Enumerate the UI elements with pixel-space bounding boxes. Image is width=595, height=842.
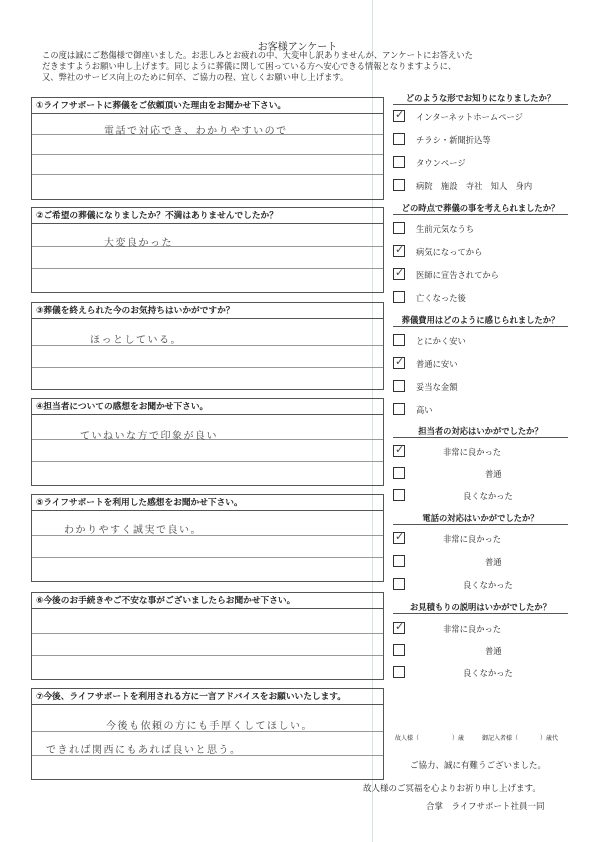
section-heading: 葬儀費用はどのように感じられましたか？ (401, 315, 560, 325)
option-label: 亡くなった後 (416, 293, 466, 303)
handwritten-answer[interactable]: ていねいな方で印象が良い (80, 431, 218, 442)
handwritten-answer[interactable]: ほっとしている。 (90, 335, 182, 346)
question-box-4 (31, 398, 384, 486)
option-label: 普通に安い (416, 359, 458, 369)
option-label: 非常に良かった (443, 534, 502, 544)
question-label: ④担当者についての感想をお聞かせ下さい。 (32, 399, 383, 415)
check-mark-icon: ✓ (395, 243, 405, 256)
question-label: ⑤ライフサポートを利用した感想をお聞かせ下さい。 (32, 495, 383, 511)
intro-line: この度は誠にご愁傷様で御座いました。お悲しみとお疲れの中、大変申し訳ありませんが、アンケートにお答えいた (42, 50, 473, 60)
checkbox[interactable] (393, 179, 405, 191)
handwritten-answer[interactable]: 今後も依頼の方にも手厚くしてほしい。 (106, 721, 313, 732)
checkbox[interactable] (393, 334, 405, 346)
option-label: 非常に良かった (443, 447, 502, 457)
checkbox[interactable] (393, 133, 405, 145)
checkbox[interactable] (393, 156, 405, 168)
check-mark-icon: ✓ (395, 266, 405, 279)
question-label: ③葬儀を終えられた今のお気持ちはいかがですか？ (32, 303, 383, 319)
option-label: 医師に宣告されてから (416, 270, 499, 280)
option-label: 妥当な金額 (416, 382, 458, 392)
checkbox[interactable] (393, 380, 405, 392)
section-heading: 担当者の対応はいかがでしたか？ (418, 426, 543, 436)
sign-text: 合掌 ライフサポート社員一同 (426, 802, 545, 812)
handwritten-answer[interactable]: 電話で対応でき、わかりやすいので (104, 126, 288, 137)
check-mark-icon: ✓ (395, 620, 405, 633)
checkbox[interactable] (393, 403, 405, 415)
checkbox[interactable] (393, 666, 405, 678)
option-label: 良くなかった (463, 491, 513, 501)
question-label: ⑥今後のお手続きやご不安な事がございましたらお聞かせ下さい。 (32, 593, 383, 609)
question-box-6 (31, 592, 384, 680)
checkbox[interactable] (393, 245, 405, 257)
writer-age-unit: ）歳代 (540, 735, 559, 742)
option-label: 普通 (485, 557, 502, 567)
page-title: お客様アンケート (257, 42, 338, 53)
option-label: タウンページ (416, 158, 466, 168)
question-box-7 (31, 688, 384, 780)
section-heading: どのような形でお知りになりましたか？ (405, 93, 556, 103)
deceased-age-label: 故人様（ (395, 735, 420, 742)
question-box-2 (31, 207, 384, 293)
checkbox[interactable] (393, 622, 405, 634)
question-label: ①ライフサポートに葬儀をご依頼頂いた理由をお聞かせ下さい。 (32, 98, 383, 114)
intro-line: 又、弊社のサービス向上のために何卒、ご協力の程、宜しくお願い申し上げます。 (42, 72, 349, 83)
checkbox[interactable] (393, 555, 405, 567)
section-heading: 電話の対応はいかがでしたか？ (422, 513, 539, 523)
option-label: 高い (416, 405, 433, 415)
check-mark-icon: ✓ (395, 355, 405, 368)
option-label: 普通 (485, 646, 502, 656)
checkbox[interactable] (393, 489, 405, 501)
intro-line: だきますようお願い申し上げます。同じように葬儀に関して困っている方へ安心できる情報となりますように、 (42, 61, 457, 72)
prayer-text: 故人様のご冥福を心よりお祈り申し上げます。 (363, 784, 541, 794)
question-box-3 (31, 302, 384, 390)
checkbox[interactable] (393, 110, 405, 122)
thanks-text: ご協力、誠に有難うございました。 (410, 761, 547, 771)
handwritten-answer[interactable]: わかりやすく誠実で良い。 (64, 525, 202, 536)
checkbox[interactable] (393, 222, 405, 234)
option-label: 病気になってから (416, 247, 483, 257)
question-box-1 (31, 97, 384, 200)
section-heading: どの時点で葬儀の事を考えられましたか？ (401, 203, 560, 213)
check-mark-icon: ✓ (395, 108, 405, 121)
check-mark-icon: ✓ (395, 443, 405, 456)
checkbox[interactable] (393, 291, 405, 303)
option-label: 非常に良かった (443, 624, 502, 634)
checkbox[interactable] (393, 445, 405, 457)
option-label: 生前元気なうち (416, 224, 475, 234)
option-label: 普通 (485, 469, 502, 479)
handwritten-answer[interactable]: 大変良かった (104, 238, 173, 249)
checkbox[interactable] (393, 532, 405, 544)
option-label: とにかく安い (416, 336, 466, 346)
checkbox[interactable] (393, 578, 405, 590)
option-label: チラシ・新聞折込等 (416, 135, 491, 145)
section-heading: お見積もりの説明はいかがでしたか？ (409, 602, 552, 612)
option-label: 良くなかった (463, 668, 513, 678)
writer-age-label: 御記入者様（ (482, 735, 519, 742)
checkbox[interactable] (393, 467, 405, 479)
intro-text (42, 50, 562, 84)
checkbox[interactable] (393, 644, 405, 656)
checkbox[interactable] (393, 268, 405, 280)
handwritten-answer[interactable]: できれば関西にもあれば良いと思う。 (46, 745, 242, 756)
option-label: 良くなかった (463, 580, 513, 590)
option-label: インターネットホームページ (416, 112, 523, 122)
checkbox[interactable] (393, 357, 405, 369)
question-label: ②ご希望の葬儀になりましたか？不満はありませんでしたか？ (32, 208, 383, 224)
question-box-5 (31, 494, 384, 582)
check-mark-icon: ✓ (395, 530, 405, 543)
question-label: ⑦今後、ライフサポートを利用される方に一言アドバイスをお願いいたします。 (32, 689, 383, 705)
option-label: 病院 施設 寺社 知人 身内 (416, 181, 533, 191)
deceased-age-unit: ）歳 (452, 735, 465, 742)
